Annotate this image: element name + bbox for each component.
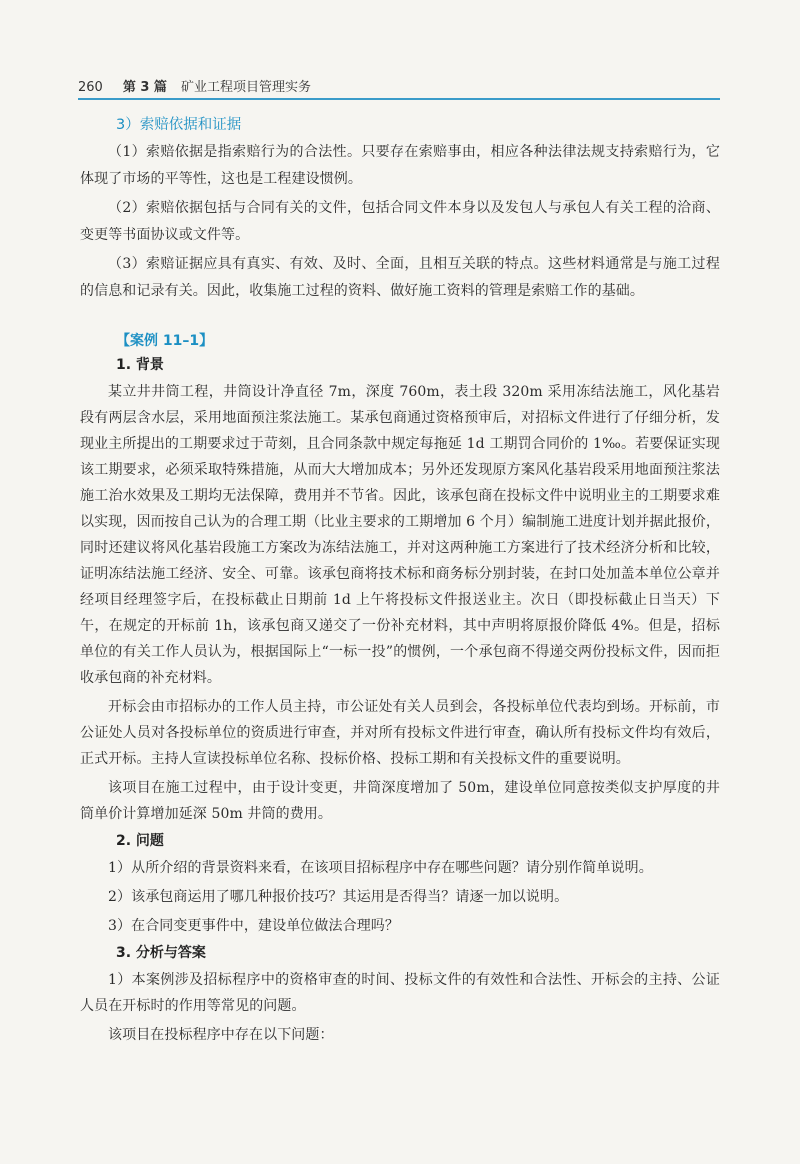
part-label: 第 3 篇 <box>122 80 167 95</box>
body-paragraph: 开标会由市招标办的工作人员主持，市公证处有关人员到会，各投标单位代表均到场。开标前，市公证处人员对各投标单位的资质进行审查，并对所有投标文件进行审查，确认所有投标文件均有效后，正式开标。主持人宣读投标单位名称、投标价格、投标工期和有关投标文件的重要说明。 <box>80 699 720 767</box>
body-paragraph: （3）索赔证据应具有真实、有效、及时、全面，且相互关联的特点。这些材料通常是与施工过程的信息和记录有关。因此，收集施工过程的资料、做好施工资料的管理是索赔工作的基础。 <box>80 256 720 299</box>
body-paragraph: 1）本案例涉及招标程序中的资格审查的时间、投标文件的有效性和合法性、开标会的主持、公证人员在开标时的作用等常见的问题。 <box>80 972 720 1014</box>
page-body <box>80 114 720 1051</box>
body-paragraph: （1）索赔依据是指索赔行为的合法性。只要存在索赔事由，相应各种法律法规支持索赔行为，它体现了市场的平等性，这也是工程建设惯例。 <box>80 144 720 187</box>
body-paragraph: 该项目在施工过程中，由于设计变更，井筒深度增加了 50m，建设单位同意按类似支护厚度的井筒单价计算增加延深 50m 井筒的费用。 <box>80 780 720 822</box>
body-paragraph: 某立井井筒工程，井筒设计净直径 7m，深度 760m，表土段 320m 采用冻结法施工，风化基岩段有两层含水层，采用地面预注浆法施工。某承包商通过资格预审后，对招标文件进行了仔细分析，发现业主所提出的工期要求过于苛刻，且合同条款中规定每拖延 1d 工期罚合同价的 1‰。若要保证实现该工期要求，必须采取特殊措施，从而大大增加成本；另外还发现原方案风化基岩段采用地面预注浆法施工治水效果及工期均无法保障，费用并不节省。因此，该承包商在投标文件中说明业主的工期要求难以实现，因而按自己认为的合理工期（比业主要求的工期增加 6 个月）编制施工进度计划并据此报价，同时还建议将风化基岩段施工方案改为冻结法施工，并对这两种施工方案进行了技术经济分析和比较，证明冻结法施工经济、安全、可靠。该承包商将技术标和商务标分别封装，在封口处加盖本单位公章并经项目经理签字后，在投标截止日期前 1d 上午将投标文件报送业主。次日（即投标截止日当天）下午，在规定的开标前 1h，该承包商又递交了一份补充材料，其中声明将原报价降低 4%。但是，招标单位的有关工作人员认为，根据国际上“一标一投”的惯例，一个承包商不得递交两份投标文件，因而拒收承包商的补充材料。 <box>80 384 720 686</box>
body-paragraph: 该项目在投标程序中存在以下问题： <box>108 1027 334 1043</box>
answers-heading: 3. 分析与答案 <box>116 945 206 961</box>
page-number: 260 <box>78 80 103 95</box>
body-paragraph: 1）从所介绍的背景资料来看，在该项目招标程序中存在哪些问题？请分别作简单说明。 <box>108 860 653 876</box>
body-paragraph: （2）索赔依据包括与合同有关的文件，包括合同文件本身以及发包人与承包人有关工程的洽商、变更等书面协议或文件等。 <box>80 200 720 243</box>
background-heading: 1. 背景 <box>116 357 164 373</box>
body-paragraph: 3）在合同变更事件中，建设单位做法合理吗？ <box>108 918 400 934</box>
section-heading: 3）索赔依据和证据 <box>116 117 242 133</box>
case-label: 【案例 11–1】 <box>116 333 214 349</box>
header-rule <box>78 98 720 100</box>
book-title: 矿业工程项目管理实务 <box>180 80 311 95</box>
body-paragraph: 2）该承包商运用了哪几种报价技巧？其运用是否得当？请逐一加以说明。 <box>108 889 569 905</box>
page-header <box>78 76 720 95</box>
questions-heading: 2. 问题 <box>116 833 164 849</box>
